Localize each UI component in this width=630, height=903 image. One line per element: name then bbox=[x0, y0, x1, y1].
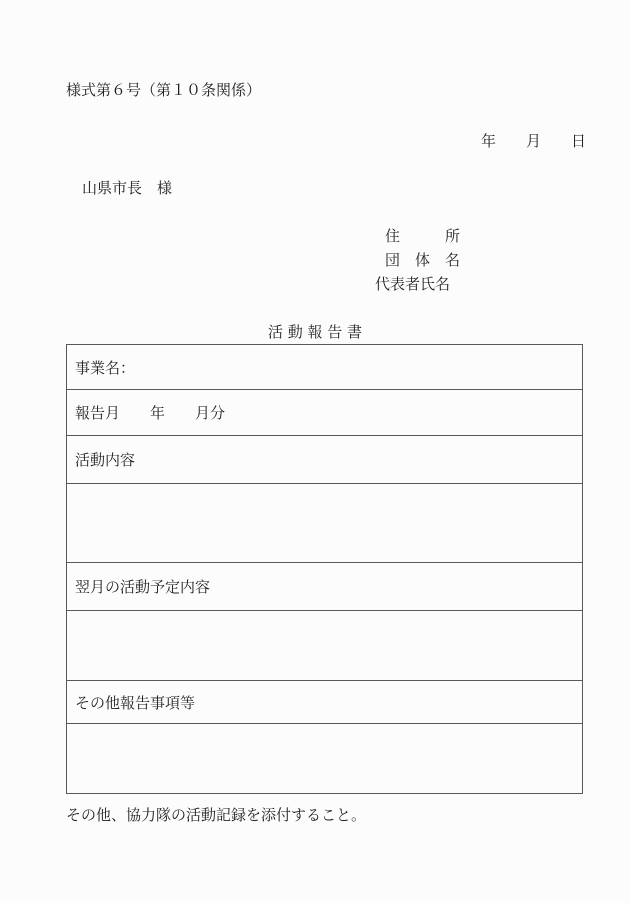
table-row-other-matters-blank bbox=[67, 724, 583, 794]
date-line: 年 月 日 bbox=[481, 132, 587, 150]
sender-organization-label: 団 体 名 bbox=[385, 251, 461, 269]
footnote: その他、協力隊の活動記録を添付すること。 bbox=[66, 806, 367, 824]
addressee: 山県市長 様 bbox=[82, 179, 173, 197]
table-cell-other-matters-label: その他報告事項等 bbox=[67, 681, 583, 724]
form-number: 様式第６号（第１０条関係） bbox=[66, 81, 262, 99]
sender-block bbox=[375, 224, 460, 296]
table-cell-activity-content-label: 活動内容 bbox=[67, 436, 583, 484]
table-cell-next-month-plan-label: 翌月の活動予定内容 bbox=[67, 563, 583, 611]
table-row-next-month-plan-label bbox=[67, 563, 583, 611]
table-cell-activity-content-blank bbox=[67, 484, 583, 563]
document-title: 活 動 報 告 書 bbox=[267, 323, 363, 341]
table-cell-report-month: 報告月 年 月分 bbox=[67, 390, 583, 436]
report-table bbox=[66, 344, 583, 794]
table-row-project-name bbox=[67, 345, 583, 390]
table-row-report-month bbox=[67, 390, 583, 436]
table-row-other-matters-label bbox=[67, 681, 583, 724]
sender-address-label: 住 所 bbox=[385, 227, 461, 245]
table-row-activity-content-label bbox=[67, 436, 583, 484]
sender-representative-label: 代表者氏名 bbox=[375, 275, 451, 293]
table-row-activity-content-blank bbox=[67, 484, 583, 563]
table-cell-next-month-plan-blank bbox=[67, 611, 583, 681]
table-row-next-month-plan-blank bbox=[67, 611, 583, 681]
table-cell-project-name: 事業名： bbox=[67, 345, 583, 390]
table-cell-other-matters-blank bbox=[67, 724, 583, 794]
